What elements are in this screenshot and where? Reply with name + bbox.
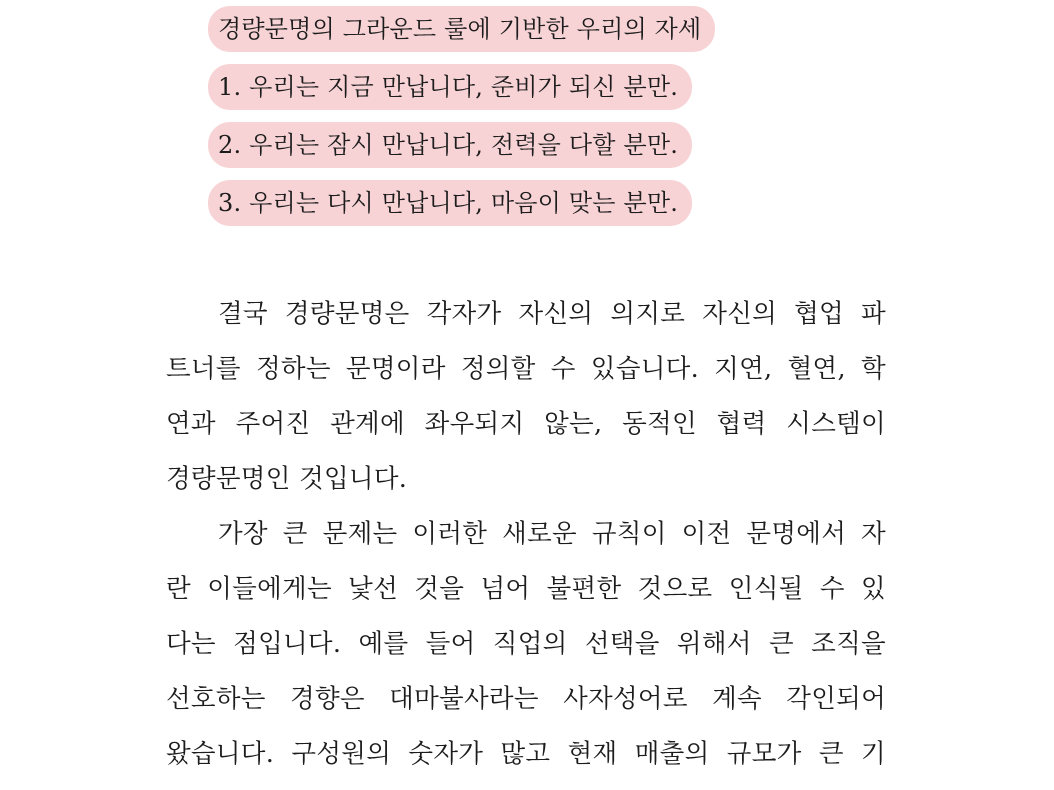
highlight-heading (208, 6, 808, 52)
highlight-item-text: 1. 우리는 지금 만납니다, 준비가 되신 분만. (208, 64, 692, 110)
paragraph (166, 507, 886, 782)
text-line: 경량문명인 것입니다. (166, 464, 408, 494)
highlight-item-text: 3. 우리는 다시 만납니다, 마음이 맞는 분만. (208, 180, 692, 226)
text-line: 결국 경량문명은 각자가 자신의 의지로 자신의 협업 파 (218, 299, 886, 329)
highlight-heading-text: 경량문명의 그라운드 룰에 기반한 우리의 자세 (208, 6, 715, 52)
highlight-item (208, 122, 808, 168)
text-line: 란 이들에게는 낯선 것을 넘어 불편한 것으로 인식될 수 있 (166, 574, 886, 604)
paragraph (166, 287, 886, 507)
highlighted-principles (208, 6, 808, 238)
highlight-item-text: 2. 우리는 잠시 만납니다, 전력을 다할 분만. (208, 122, 692, 168)
text-line: 왔습니다. 구성원의 숫자가 많고 현재 매출의 규모가 큰 기 (166, 739, 886, 769)
highlight-item (208, 180, 808, 226)
body-text (166, 287, 886, 782)
highlight-item (208, 64, 808, 110)
text-line: 가장 큰 문제는 이러한 새로운 규칙이 이전 문명에서 자 (218, 519, 886, 549)
text-line: 선호하는 경향은 대마불사라는 사자성어로 계속 각인되어 (166, 684, 886, 714)
text-line: 트너를 정하는 문명이라 정의할 수 있습니다. 지연, 혈연, 학 (166, 354, 886, 384)
text-line: 연과 주어진 관계에 좌우되지 않는, 동적인 협력 시스템이 (166, 409, 886, 439)
text-line: 다는 점입니다. 예를 들어 직업의 선택을 위해서 큰 조직을 (166, 629, 886, 659)
